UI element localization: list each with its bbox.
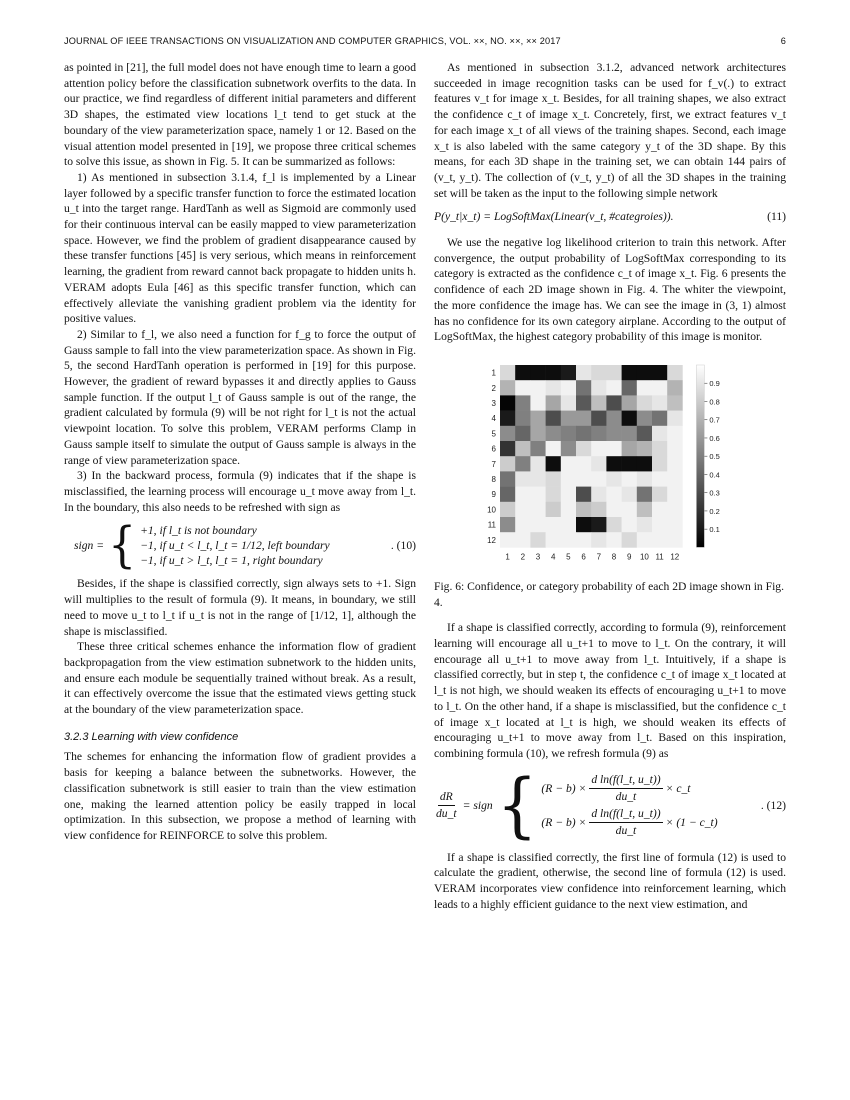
heatmap-cell: [591, 411, 607, 427]
eq12-row1-pre: (R − b) ×: [541, 781, 587, 795]
colorbar-tick-label: 0.2: [709, 506, 720, 516]
equation-10: [64, 517, 416, 574]
eq12-row1-post: × c_t: [665, 781, 691, 795]
heatmap-cell: [622, 502, 638, 518]
heatmap-cell: [530, 426, 546, 442]
x-tick-label: 12: [670, 552, 680, 562]
colorbar: [696, 365, 704, 547]
colorbar-tick-label: 0.5: [709, 452, 720, 462]
colorbar-tick-label: 0.4: [709, 470, 720, 480]
heatmap-cell: [667, 395, 683, 411]
y-tick-label: 6: [491, 444, 496, 454]
eq12-row1-num: d ln(f(l_t, u_t)): [589, 772, 662, 789]
eq12-row2-pre: (R − b) ×: [541, 815, 587, 829]
eq12-row1-fraction: [589, 772, 662, 804]
heatmap-cell: [561, 426, 577, 442]
heatmap-cell: [500, 395, 516, 411]
left-paragraph-5: Besides, if the shape is classified correctly, sign always sets to +1. Sign will multiplies to the result of formula (9). It means, in boundary, we still need to move u_t to l_t if u_t is not in the range of [1/12, 1], although the shape is misclassified.: [64, 577, 416, 638]
heatmap-cell: [652, 441, 668, 457]
figure-6: [434, 359, 786, 569]
heatmap-cell: [561, 365, 577, 381]
eq12-sign: = sign: [462, 798, 493, 812]
heatmap-cell: [530, 441, 546, 457]
eq10-lhs: sign =: [74, 539, 105, 553]
heatmap-cell: [606, 532, 622, 548]
heatmap-cell: [546, 532, 562, 548]
right-paragraph-2: We use the negative log likelihood criterion to train this network. After convergence, the output probability of LogSoftMax corresponding to its category is extracted as the confidence c_t of image x_t. Fig. 6 presents the confidence of each 2D image shown in Fig. 4. The whiter the viewpoint, the more confidence the image has. We can see the image in (3, 1) almost has no confidence for its own category airplane. According to the output of LogSoftMax, the highest category probability of this image is monitor.: [434, 236, 786, 344]
heatmap-cell: [622, 411, 638, 427]
heatmap-cell: [637, 395, 653, 411]
heatmap-cell: [667, 411, 683, 427]
heatmap-cell: [500, 380, 516, 396]
heatmap-cell: [530, 532, 546, 548]
eq12-brace: {: [496, 764, 538, 847]
figure-caption: Fig. 6: Confidence, or category probability of each 2D image shown in Fig. 4.: [434, 579, 784, 609]
x-tick-label: 2: [520, 552, 526, 562]
eq12-row2-den: du_t: [615, 824, 637, 838]
heatmap-cell: [515, 380, 531, 396]
heatmap-cell: [622, 471, 638, 487]
y-tick-label: 3: [491, 398, 496, 408]
heatmap-cell: [622, 532, 638, 548]
colorbar-tick-label: 0.3: [709, 488, 720, 498]
heatmap-cell: [515, 411, 531, 427]
heatmap-cell: [546, 441, 562, 457]
right-paragraph-1: As mentioned in subsection 3.1.2, advanced network architectures succeeded in image recognition tasks can be used for f_v(.) to extract features v_t for image x_t. Besides, for all training shapes, we also extract the confidence c_t of image x_t. Concretely, first, we extract features v_t for each image x_t of all views of the training shapes. Second, each image x_t is also labeled with the same category y_t of the 3D shape. By this means, for each 3D shape in the training set, we can obtain 144 pairs of (v_t, y_t). The collection of (v_t, y_t) of all the 3D shapes in the training set will be taken as the input to the following simple network: [434, 61, 786, 200]
heatmap-cell: [500, 426, 516, 442]
heatmap-cell: [622, 395, 638, 411]
heatmap-cell: [500, 411, 516, 427]
y-tick-label: 5: [491, 429, 496, 439]
x-tick-label: 3: [535, 552, 541, 562]
heatmap-cell: [500, 502, 516, 518]
left-paragraph-6: These three critical schemes enhance the information flow of gradient backpropagation from the view estimation subnetwork to the hidden units, and ensure each module be sequentially trained without break. As a result, it can effectively overcome the issue that the estimated views getting stuck at the boundary of the view parameterization space.: [64, 640, 416, 717]
heatmap-cell: [546, 426, 562, 442]
heatmap-cell: [591, 441, 607, 457]
left-paragraph-4: 3) In the backward process, formula (9) indicates that if the shape is misclassified, the learning process will encourage u_t move away from l_t. In the boundary, this also needs to be refreshed with sign as: [64, 469, 416, 514]
heatmap-cell: [576, 441, 592, 457]
x-tick-label: 11: [655, 552, 664, 562]
eq10-brace: {: [108, 517, 137, 574]
heatmap-cell: [637, 502, 653, 518]
eq10-cases: [140, 523, 330, 568]
heatmap-cell: [515, 426, 531, 442]
eq10-label: . (10): [390, 539, 416, 553]
heatmap-cell: [546, 517, 562, 533]
heatmap-cell: [652, 411, 668, 427]
heatmap-cell: [500, 365, 516, 381]
heatmap-cell: [637, 441, 653, 457]
heatmap-cell: [576, 380, 592, 396]
heatmap-cell: [530, 456, 546, 472]
heatmap-cell: [500, 441, 516, 457]
heatmap-cell: [622, 517, 638, 533]
heatmap-cell: [515, 365, 531, 381]
x-tick-label: 7: [596, 552, 602, 562]
colorbar-tick-label: 0.9: [709, 379, 720, 389]
heatmap-cell: [652, 380, 668, 396]
y-tick-label: 11: [487, 520, 496, 530]
right-column: [434, 60, 786, 913]
heatmap-cell: [515, 487, 531, 503]
heatmap-cell: [515, 456, 531, 472]
heatmap-cell: [561, 411, 577, 427]
heatmap-cell: [637, 426, 653, 442]
heatmap-cell: [515, 395, 531, 411]
heatmap-cell: [606, 441, 622, 457]
section-heading: 3.2.3 Learning with view confidence: [64, 730, 239, 743]
heatmap-cell: [637, 517, 653, 533]
eq12-lhs-fraction: [434, 789, 459, 821]
heatmap-cell: [576, 365, 592, 381]
x-tick-label: 9: [626, 552, 632, 562]
y-tick-label: 10: [487, 505, 496, 515]
heatmap-cell: [591, 502, 607, 518]
y-tick-label: 7: [491, 459, 496, 469]
eq12-row2-fraction: [589, 806, 662, 838]
eq11-body: P(y_t|x_t) = LogSoftMax(Linear(v_t, #categroies)).: [434, 210, 674, 224]
heatmap-cell: [576, 426, 592, 442]
eq12-lhs-den: du_t: [436, 807, 457, 821]
heatmap-cell: [591, 517, 607, 533]
heatmap-cell: [546, 471, 562, 487]
y-tick-label: 9: [491, 490, 496, 500]
heatmap-cell: [667, 456, 683, 472]
heatmap-cell: [530, 380, 546, 396]
heatmap-cell: [546, 380, 562, 396]
heatmap-cell: [530, 365, 546, 381]
heatmap-cell: [667, 380, 683, 396]
colorbar-tick-label: 0.8: [709, 397, 720, 407]
right-paragraph-3: If a shape is classified correctly, according to formula (9), reinforcement learning will encourage all u_t+1 to move to l_t. On the contrary, it will encourage all u_t+1 to move away from l_t. Intuitively, if a shape is classified correctly, but in step t, the confidence c_t of image x_t located at l_t is not high, we should weaken its effects of encouraging u_t+1 to move to l_t. On the other hand, if a shape is misclassified, but the confidence c_t of image x_t located at l_t is high, we should weaken its effects of encouraging u_t+1 to move away from l_t. Based on this inspiration, combining formula (10), we refresh formula (9) as: [434, 621, 786, 760]
heatmap-cell: [530, 411, 546, 427]
heatmap-cell: [546, 456, 562, 472]
heatmap-cell: [606, 517, 622, 533]
heatmap-cell: [591, 426, 607, 442]
heatmap-cell: [591, 380, 607, 396]
heatmap-cell: [667, 365, 683, 381]
x-tick-label: 10: [639, 552, 649, 562]
heatmap-cell: [667, 441, 683, 457]
heatmap-cell: [606, 395, 622, 411]
heatmap-cell: [515, 471, 531, 487]
heatmap-cell: [515, 502, 531, 518]
left-paragraph-3: 2) Similar to f_l, we also need a function for f_g to force the output of Gauss sample to fall into the view parameterization space. As shown in Fig. 5, the second HardTanh operation is performed in [19] for this purpose. However, the gradient of reward bypasses it and directly applies to Gauss sample function. If the output l_t of Gauss sample is out of the range, the gradient calculated by formula (9) will be not right for l_t is not the actual viewpoint location. To solve this problem, VERAM performs Clamp in Gauss sample itself to simulate the output of Gauss sample is always in the range of view parameterization space.: [64, 327, 416, 467]
heatmap-cell: [606, 456, 622, 472]
heatmap-cell: [652, 517, 668, 533]
heatmap-cell: [530, 502, 546, 518]
equation-11: [434, 209, 786, 225]
heatmap-cell: [652, 426, 668, 442]
heatmap-cell: [561, 502, 577, 518]
heatmap-cell: [561, 471, 577, 487]
eq12-label: . (12): [760, 798, 786, 812]
heatmap-cell: [637, 532, 653, 548]
heatmap-cell: [652, 395, 668, 411]
colorbar-tick-label: 0.6: [709, 433, 720, 443]
x-tick-label: 1: [505, 552, 510, 562]
heatmap-cell: [652, 471, 668, 487]
heatmap-cell: [576, 411, 592, 427]
eq12-row2-post: × (1 − c_t): [665, 815, 718, 829]
heatmap-cell: [606, 411, 622, 427]
heatmap-cell: [546, 487, 562, 503]
heatmap-cell: [637, 365, 653, 381]
heatmap-cell: [667, 426, 683, 442]
heatmap-cell: [500, 456, 516, 472]
heatmap-cell: [515, 517, 531, 533]
heatmap-cell: [591, 365, 607, 381]
heatmap-cell: [546, 395, 562, 411]
eq11-label: (11): [767, 210, 786, 224]
heatmap-cell: [546, 502, 562, 518]
heatmap-cell: [637, 487, 653, 503]
heatmap-cell: [561, 456, 577, 472]
heatmap-cell: [652, 365, 668, 381]
heatmap-cell: [546, 411, 562, 427]
heatmap-cell: [500, 471, 516, 487]
heatmap-cell: [561, 517, 577, 533]
heatmap-cell: [576, 395, 592, 411]
heatmap-cell: [561, 395, 577, 411]
y-tick-label: 12: [487, 535, 496, 545]
colorbar-tick-label: 0.1: [709, 525, 720, 535]
heatmap-cell: [637, 456, 653, 472]
x-tick-label: 5: [566, 552, 571, 562]
eq12-lhs-num: dR: [438, 789, 455, 806]
heatmap-cell: [530, 517, 546, 533]
eq12-row1-den: du_t: [615, 790, 637, 804]
heatmap-cell: [652, 487, 668, 503]
x-tick-label: 6: [581, 552, 586, 562]
heatmap-cell: [622, 426, 638, 442]
heatmap-cell: [667, 471, 683, 487]
equation-12: [434, 764, 786, 847]
colorbar-tick-label: 0.7: [709, 415, 720, 425]
heatmap-cell: [515, 532, 531, 548]
heatmap-cell: [576, 502, 592, 518]
heatmap-cell: [530, 471, 546, 487]
heatmap-cell: [500, 532, 516, 548]
heatmap-cell: [515, 441, 531, 457]
heatmap-cell: [606, 487, 622, 503]
heatmap-cell: [561, 532, 577, 548]
heatmap-cell: [667, 487, 683, 503]
page-number: 6: [780, 36, 786, 46]
heatmap-cell: [591, 471, 607, 487]
left-paragraph-7: The schemes for enhancing the information flow of gradient provides a basis for keeping a balance between the subnetworks. However, the classification subnetwork is still easier to train than the view estimation one, making the learned attention policy be easily trapped in local optimization. In this subsection, we propose a method of learning with view confidence for REINFORCE to solve this problem.: [64, 750, 416, 842]
heatmap-cell: [530, 487, 546, 503]
eq12-row2-num: d ln(f(l_t, u_t)): [589, 806, 662, 823]
heatmap-cell: [576, 456, 592, 472]
heatmap-cell: [652, 532, 668, 548]
heatmap-cell: [606, 365, 622, 381]
heatmap-cell: [667, 532, 683, 548]
heatmap-cell: [622, 380, 638, 396]
heatmap-cell: [561, 441, 577, 457]
left-column: [64, 60, 416, 844]
y-tick-label: 4: [491, 414, 496, 424]
heatmap-cell: [576, 532, 592, 548]
heatmap-cell: [561, 380, 577, 396]
y-tick-label: 2: [491, 383, 496, 393]
left-paragraph-1: as pointed in [21], the full model does not have enough time to learn a good attention policy before the classification subnetwork overfits to the data. In our practice, we find regardless of different initial parameters and different 3D shapes, the estimated view locations l_t tend to get stuck at the boundary of the view parameterization space, namely 1 or 12. Based on the visual attention model presented in [19], we propose three critical schemes to solve this issue, as shown in Fig. 5. It can be summarized as follows:: [64, 61, 416, 169]
heatmap-cell: [500, 517, 516, 533]
heatmap-cell: [667, 517, 683, 533]
heatmap-cell: [591, 456, 607, 472]
eq10-case-2: −1, if u_t < l_t, l_t = 1/12, left boundary: [140, 539, 330, 553]
running-header: [64, 36, 786, 50]
y-tick-label: 8: [491, 474, 496, 484]
eq12-row-1: [541, 772, 717, 806]
heatmap-cell: [561, 487, 577, 503]
eq10-case-1: +1, if l_t is not boundary: [140, 524, 257, 538]
heatmap-cell: [606, 380, 622, 396]
heatmap-cell: [637, 380, 653, 396]
eq12-cases: [541, 772, 717, 840]
heatmap-cell: [606, 426, 622, 442]
heatmap-cell: [606, 471, 622, 487]
heatmap-cell: [576, 487, 592, 503]
heatmap-cell: [637, 411, 653, 427]
heatmap-cell: [667, 502, 683, 518]
heatmap-cell: [622, 365, 638, 381]
heatmap-cell: [546, 365, 562, 381]
heatmap-cell: [606, 502, 622, 518]
heatmap-cell: [530, 395, 546, 411]
heatmap-cell: [500, 487, 516, 503]
confidence-heatmap: [434, 359, 786, 569]
heatmap-cell: [652, 456, 668, 472]
heatmap-cell: [622, 441, 638, 457]
heatmap-cell: [637, 471, 653, 487]
left-paragraph-2: 1) As mentioned in subsection 3.1.4, f_l is implemented by a Linear layer followed by a specific transfer function to force the estimated location u_t into the target range. HardTanh as well as Sigmoid are commonly used for their continuous interval can be easily mapped to view parameterization space. However, we find the problem of gradient disappearance caused by these transfer functions [45] is very serious, which means in reinforcement learning, the gradient from reward cannot back propagate to hidden units h. VERAM adopts Eula [46] as this specific transfer function, which can effectively alleviate the vanishing gradient problem via the identity for positive values.: [64, 170, 416, 326]
y-tick-label: 1: [491, 368, 496, 378]
x-tick-label: 8: [611, 552, 617, 562]
heatmap-cell: [576, 517, 592, 533]
eq12-row-2: [541, 806, 717, 840]
eq10-case-3: −1, if u_t > l_t, l_t = 1, right boundary: [140, 554, 323, 568]
heatmap-cell: [591, 532, 607, 548]
heatmap-cell: [652, 502, 668, 518]
heatmap-cell: [591, 395, 607, 411]
heatmap-cell: [576, 471, 592, 487]
heatmap-cell: [622, 487, 638, 503]
right-paragraph-4: If a shape is classified correctly, the first line of formula (12) is used to calculate the gradient, otherwise, the second line of formula (12) is used. VERAM incorporates view confidence into reinforcement learning, which leads to a highly efficient guidance to the next view estimation, and: [434, 850, 786, 911]
heatmap-cell: [591, 487, 607, 503]
journal-title: JOURNAL OF IEEE TRANSACTIONS ON VISUALIZATION AND COMPUTER GRAPHICS, VOL. ××, NO. ××, ×× 2017: [64, 36, 561, 46]
heatmap-cell: [622, 456, 638, 472]
x-tick-label: 4: [550, 552, 556, 562]
